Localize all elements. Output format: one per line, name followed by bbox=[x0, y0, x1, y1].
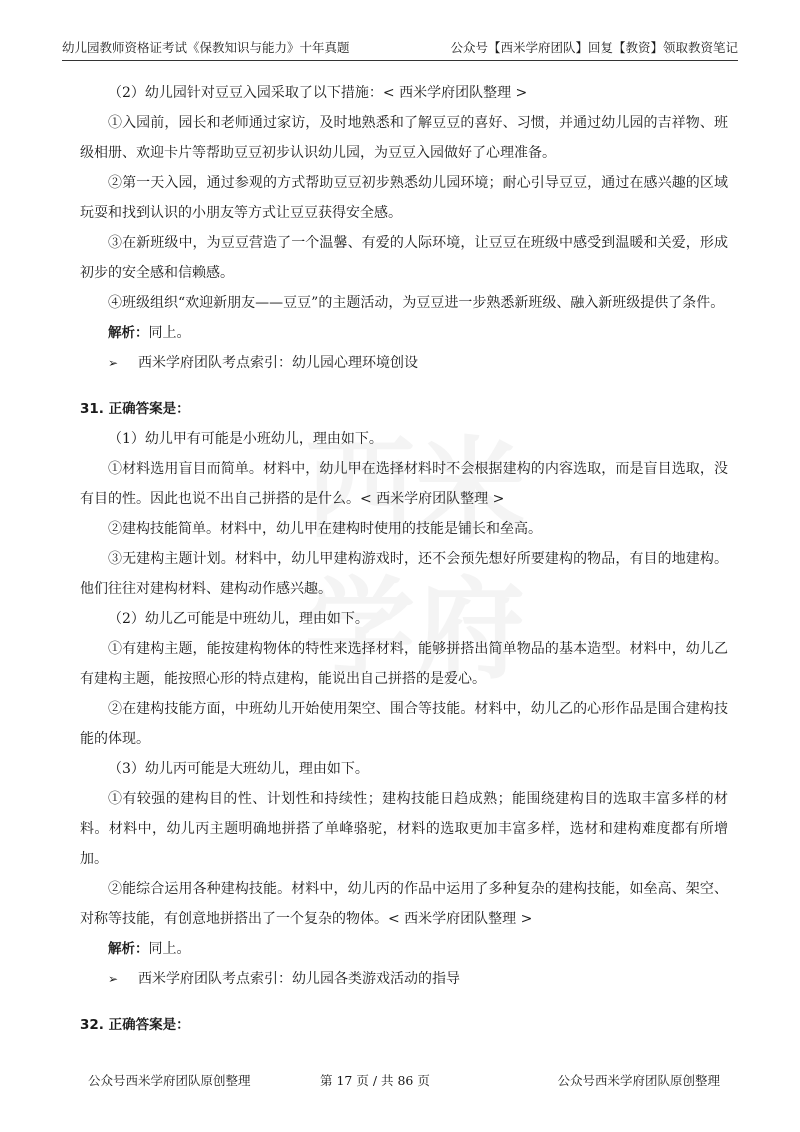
s30-index-text: 西米学府团队考点索引：幼儿园心理环境创设 bbox=[138, 355, 418, 371]
page-number: 第 17 页 / 共 86 页 bbox=[320, 1073, 430, 1088]
q31-s3-point-2: ②能综合运用各种建构技能。材料中，幼儿丙的作品中运用了多种复杂的建构技能，如垒高、架空、对称等技能，有创意地拼搭出了一个复杂的物体。< 西米学府团队整理 > bbox=[80, 881, 728, 927]
s30-analysis-text: 同上。 bbox=[148, 325, 191, 341]
header-left-title: 幼儿园教师资格证考试《保教知识与能力》十年真题 bbox=[62, 40, 350, 55]
arrow-bullet-icon: ➢ bbox=[108, 356, 119, 370]
q31-subheading-1: （1）幼儿甲有可能是小班幼儿，理由如下。 bbox=[108, 431, 383, 447]
q32-title: 32. 正确答案是： bbox=[80, 1017, 190, 1033]
s30-point-1: ①入园前，园长和老师通过家访，及时地熟悉和了解豆豆的喜好、习惯，并通过幼儿园的吉祥物、班级相册、欢迎卡片等帮助豆豆初步认识幼儿园，为豆豆入园做好了心理准备。 bbox=[80, 115, 728, 161]
q31-title: 31. 正确答案是： bbox=[80, 401, 190, 417]
q31-analysis-label: 解析： bbox=[108, 941, 149, 957]
q31-s1-point-1: ①材料选用盲目而简单。材料中，幼儿甲在选择材料时不会根据建构的内容选取，而是盲目选取，没有目的性。因此也说不出自己拼搭的是什么。< 西米学府团队整理 > bbox=[80, 461, 728, 507]
s30-point-2: ②第一天入园，通过参观的方式帮助豆豆初步熟悉幼儿园环境；耐心引导豆豆，通过在感兴趣的区域玩耍和找到认识的小朋友等方式让豆豆获得安全感。 bbox=[80, 175, 728, 221]
footer-left: 公众号西米学府团队原创整理 bbox=[88, 1073, 251, 1088]
s30-point-3: ③在新班级中，为豆豆营造了一个温馨、有爱的人际环境，让豆豆在班级中感受到温暖和关爱，形成初步的安全感和信赖感。 bbox=[80, 235, 728, 281]
s30-point-4: ④班级组织“欢迎新朋友——豆豆”的主题活动，为豆豆进一步熟悉新班级、融入新班级提供了条件。 bbox=[108, 295, 725, 311]
page-header bbox=[62, 30, 738, 61]
s30-analysis-label: 解析： bbox=[108, 325, 149, 341]
q31-s1-point-2: ②建构技能简单。材料中，幼儿甲在建构时使用的技能是铺长和垒高。 bbox=[108, 521, 542, 537]
q31-analysis-text: 同上。 bbox=[148, 941, 191, 957]
footer-right: 公众号西米学府团队原创整理 bbox=[557, 1073, 720, 1088]
page-content bbox=[80, 78, 728, 1040]
s30-analysis bbox=[108, 318, 728, 348]
q31-subheading-3: （3）幼儿丙可能是大班幼儿，理由如下。 bbox=[108, 761, 369, 777]
header-right-note: 公众号【西米学府团队】回复【教资】领取教资笔记 bbox=[450, 40, 738, 55]
q31-index bbox=[108, 964, 728, 994]
q31-s1-point-3: ③无建构主题计划。材料中，幼儿甲建构游戏时，还不会预先想好所要建构的物品，有目的地建构。他们往往对建构材料、建构动作感兴趣。 bbox=[80, 551, 728, 597]
q31-s2-point-1: ①有建构主题，能按建构物体的特性来选择材料，能够拼搭出简单物品的基本造型。材料中，幼儿乙有建构主题，能按照心形的特点建构，能说出自己拼搭的是爱心。 bbox=[80, 641, 728, 687]
s30-subheading-2: （2）幼儿园针对豆豆入园采取了以下措施：< 西米学府团队整理 > bbox=[108, 85, 528, 101]
q31-index-text: 西米学府团队考点索引：幼儿园各类游戏活动的指导 bbox=[138, 971, 460, 987]
q31-s3-point-1: ①有较强的建构目的性、计划性和持续性；建构技能日趋成熟；能围绕建构目的选取丰富多样的材料。材料中，幼儿丙主题明确地拼搭了单峰骆驼，材料的选取更加丰富多样，选材和建构难度都有所增加。 bbox=[80, 791, 728, 867]
q31-analysis bbox=[108, 934, 728, 964]
s30-index bbox=[108, 348, 728, 378]
q31-subheading-2: （2）幼儿乙可能是中班幼儿，理由如下。 bbox=[108, 611, 369, 627]
arrow-bullet-icon: ➢ bbox=[108, 972, 119, 986]
q31-s2-point-2: ②在建构技能方面，中班幼儿开始使用架空、围合等技能。材料中，幼儿乙的心形作品是围合建构技能的体现。 bbox=[80, 701, 728, 747]
